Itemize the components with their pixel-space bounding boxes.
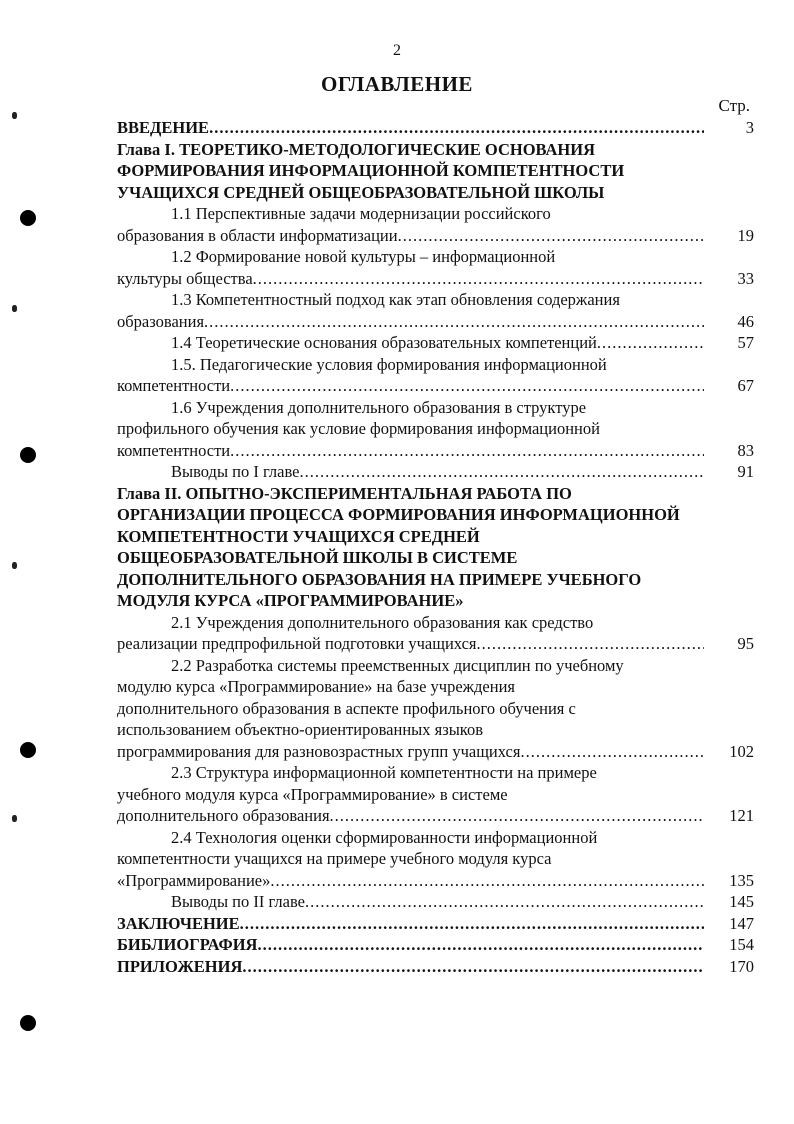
toc-entry-title: ЗАКЛЮЧЕНИЕ	[117, 913, 240, 933]
toc-entry-title-line: 2.4 Технология оценки сформированности информационной	[171, 827, 598, 847]
toc-entry-title-line: реализации предпрофильной подготовки учащихся	[117, 634, 477, 653]
toc-entry-2-1[interactable]	[117, 612, 754, 655]
scan-speck-mark	[12, 112, 17, 119]
toc-entry-title-line: 1.3 Компетентностный подход как этап обновления содержания	[171, 290, 620, 309]
toc-page-number: 121	[729, 806, 754, 825]
toc-chapter-1-heading[interactable]: Глава I. ТЕОРЕТИКО-МЕТОДОЛОГИЧЕСКИЕ ОСНОВАНИЯ ФОРМИРОВАНИЯ ИНФОРМАЦИОННОЙ КОМПЕТЕНТНОСТИ УЧАЩИХСЯ СРЕДНЕЙ ОБЩЕОБРАЗОВАТЕЛЬНОЙ ШКОЛЫ	[117, 139, 625, 202]
toc-entry-title-line: использованием объектно-ориентированных языков	[117, 720, 484, 739]
toc-page-number: 102	[729, 741, 754, 761]
toc-page-number: 170	[729, 956, 754, 976]
pages-column-header: Стр.	[718, 96, 750, 115]
table-of-contents	[117, 117, 754, 977]
toc-entry-title-line: компетентности	[117, 376, 231, 395]
toc-entry-1-6[interactable]	[117, 397, 754, 462]
toc-entry-introduction[interactable]	[117, 117, 754, 139]
punch-hole-mark	[20, 742, 36, 758]
scan-speck-mark	[12, 815, 17, 822]
toc-entry-title-line: 2.1 Учреждения дополнительного образования как средство	[171, 612, 594, 632]
toc-page-number: 67	[737, 376, 754, 395]
toc-entry-title-line: компетентности	[117, 440, 231, 460]
toc-entry-title-line: 2.2 Разработка системы преемственных дисциплин по учебному	[171, 655, 624, 675]
toc-entry-1-4[interactable]	[117, 332, 754, 354]
toc-page-number: 135	[729, 870, 754, 890]
scan-speck-mark	[12, 562, 17, 569]
toc-page-number: 46	[737, 311, 754, 331]
toc-entry-1-2[interactable]	[117, 246, 754, 289]
toc-entry-title-line: 1.6 Учреждения дополнительного образования в структуре	[171, 397, 587, 417]
toc-entry-title-line: дополнительного образования в аспекте профильного обучения с	[117, 698, 576, 718]
toc-entry-title-line: 2.3 Структура информационной компетентности на примере	[171, 763, 597, 782]
toc-entry-bibliography[interactable]	[117, 934, 754, 956]
toc-entry-title-line: 1.5. Педагогические условия формирования информационной	[171, 354, 607, 374]
toc-entry-title-line: профильного обучения как условие формирования информационной	[117, 419, 600, 438]
toc-entry-title-line: дополнительного образования	[117, 806, 330, 825]
toc-page-number: 3	[745, 118, 754, 137]
toc-entry-1-3[interactable]	[117, 289, 754, 332]
toc-entry-title-line: образования в области информатизации	[117, 225, 398, 245]
toc-entry-title-line: компетентности учащихся на примере учебного модуля курса	[117, 849, 552, 868]
toc-entry-title-line: образования	[117, 311, 205, 331]
toc-entry-2-3[interactable]	[117, 762, 754, 827]
toc-entry-title-line: 1.2 Формирование новой культуры – информационной	[171, 247, 556, 266]
toc-entry-title: ПРИЛОЖЕНИЯ	[117, 956, 243, 976]
toc-entry-chapter-2-conclusions[interactable]	[117, 891, 754, 913]
scan-speck-mark	[12, 305, 17, 312]
toc-page-number: 145	[729, 892, 754, 911]
toc-entry-title-line: 1.1 Перспективные задачи модернизации российского	[171, 204, 551, 223]
toc-entry-title-line: модулю курса «Программирование» на базе учреждения	[117, 677, 516, 696]
toc-entry-2-2[interactable]	[117, 655, 754, 763]
page-number: 2	[393, 42, 401, 59]
toc-page-number: 147	[729, 913, 754, 933]
toc-entry-title: Выводы по II главе	[171, 892, 305, 911]
toc-page-number: 154	[729, 935, 754, 954]
toc-entry-title-line: «Программирование»	[117, 870, 271, 890]
toc-page-number: 19	[737, 225, 754, 245]
toc-entry-chapter-1-conclusions[interactable]	[117, 461, 754, 483]
toc-entry-title-line: программирования для разновозрастных групп учащихся	[117, 741, 521, 761]
toc-page-number: 57	[737, 333, 754, 352]
toc-entry-2-4[interactable]	[117, 827, 754, 892]
toc-entry-1-1[interactable]	[117, 203, 754, 246]
punch-hole-mark	[20, 1015, 36, 1031]
toc-entry-title: 1.4 Теоретические основания образовательных компетенций	[171, 333, 597, 352]
toc-page-number: 33	[737, 268, 754, 288]
toc-page-number: 91	[737, 462, 754, 481]
toc-entry-1-5[interactable]	[117, 354, 754, 397]
toc-page-number: 95	[737, 634, 754, 653]
toc-chapter-2-heading[interactable]: Глава II. ОПЫТНО-ЭКСПЕРИМЕНТАЛЬНАЯ РАБОТА ПО ОРГАНИЗАЦИИ ПРОЦЕССА ФОРМИРОВАНИЯ ИНФОРМАЦИОННОЙ КОМПЕТЕНТНОСТИ УЧАЩИХСЯ СРЕДНЕЙ ОБЩЕОБРАЗОВАТЕЛЬНОЙ ШКОЛЫ В СИСТЕМЕ ДОПОЛНИТЕЛЬНОГО ОБРАЗОВАНИЯ НА ПРИМЕРЕ УЧЕБНОГО МОДУЛЯ КУРСА «ПРОГРАММИРОВАНИЕ»	[117, 483, 680, 610]
toc-entry-conclusion[interactable]	[117, 913, 754, 935]
toc-entry-title: ВВЕДЕНИЕ	[117, 118, 210, 137]
toc-entry-title: Выводы по I главе	[171, 462, 300, 481]
page-title: ОГЛАВЛЕНИЕ	[321, 72, 473, 96]
toc-page-number: 83	[737, 440, 754, 460]
punch-hole-mark	[20, 210, 36, 226]
toc-entry-title-line: учебного модуля курса «Программирование» в системе	[117, 784, 508, 804]
punch-hole-mark	[20, 447, 36, 463]
toc-entry-title-line: культуры общества	[117, 268, 253, 288]
toc-entry-appendices[interactable]	[117, 956, 754, 978]
toc-entry-title: БИБЛИОГРАФИЯ	[117, 935, 258, 954]
